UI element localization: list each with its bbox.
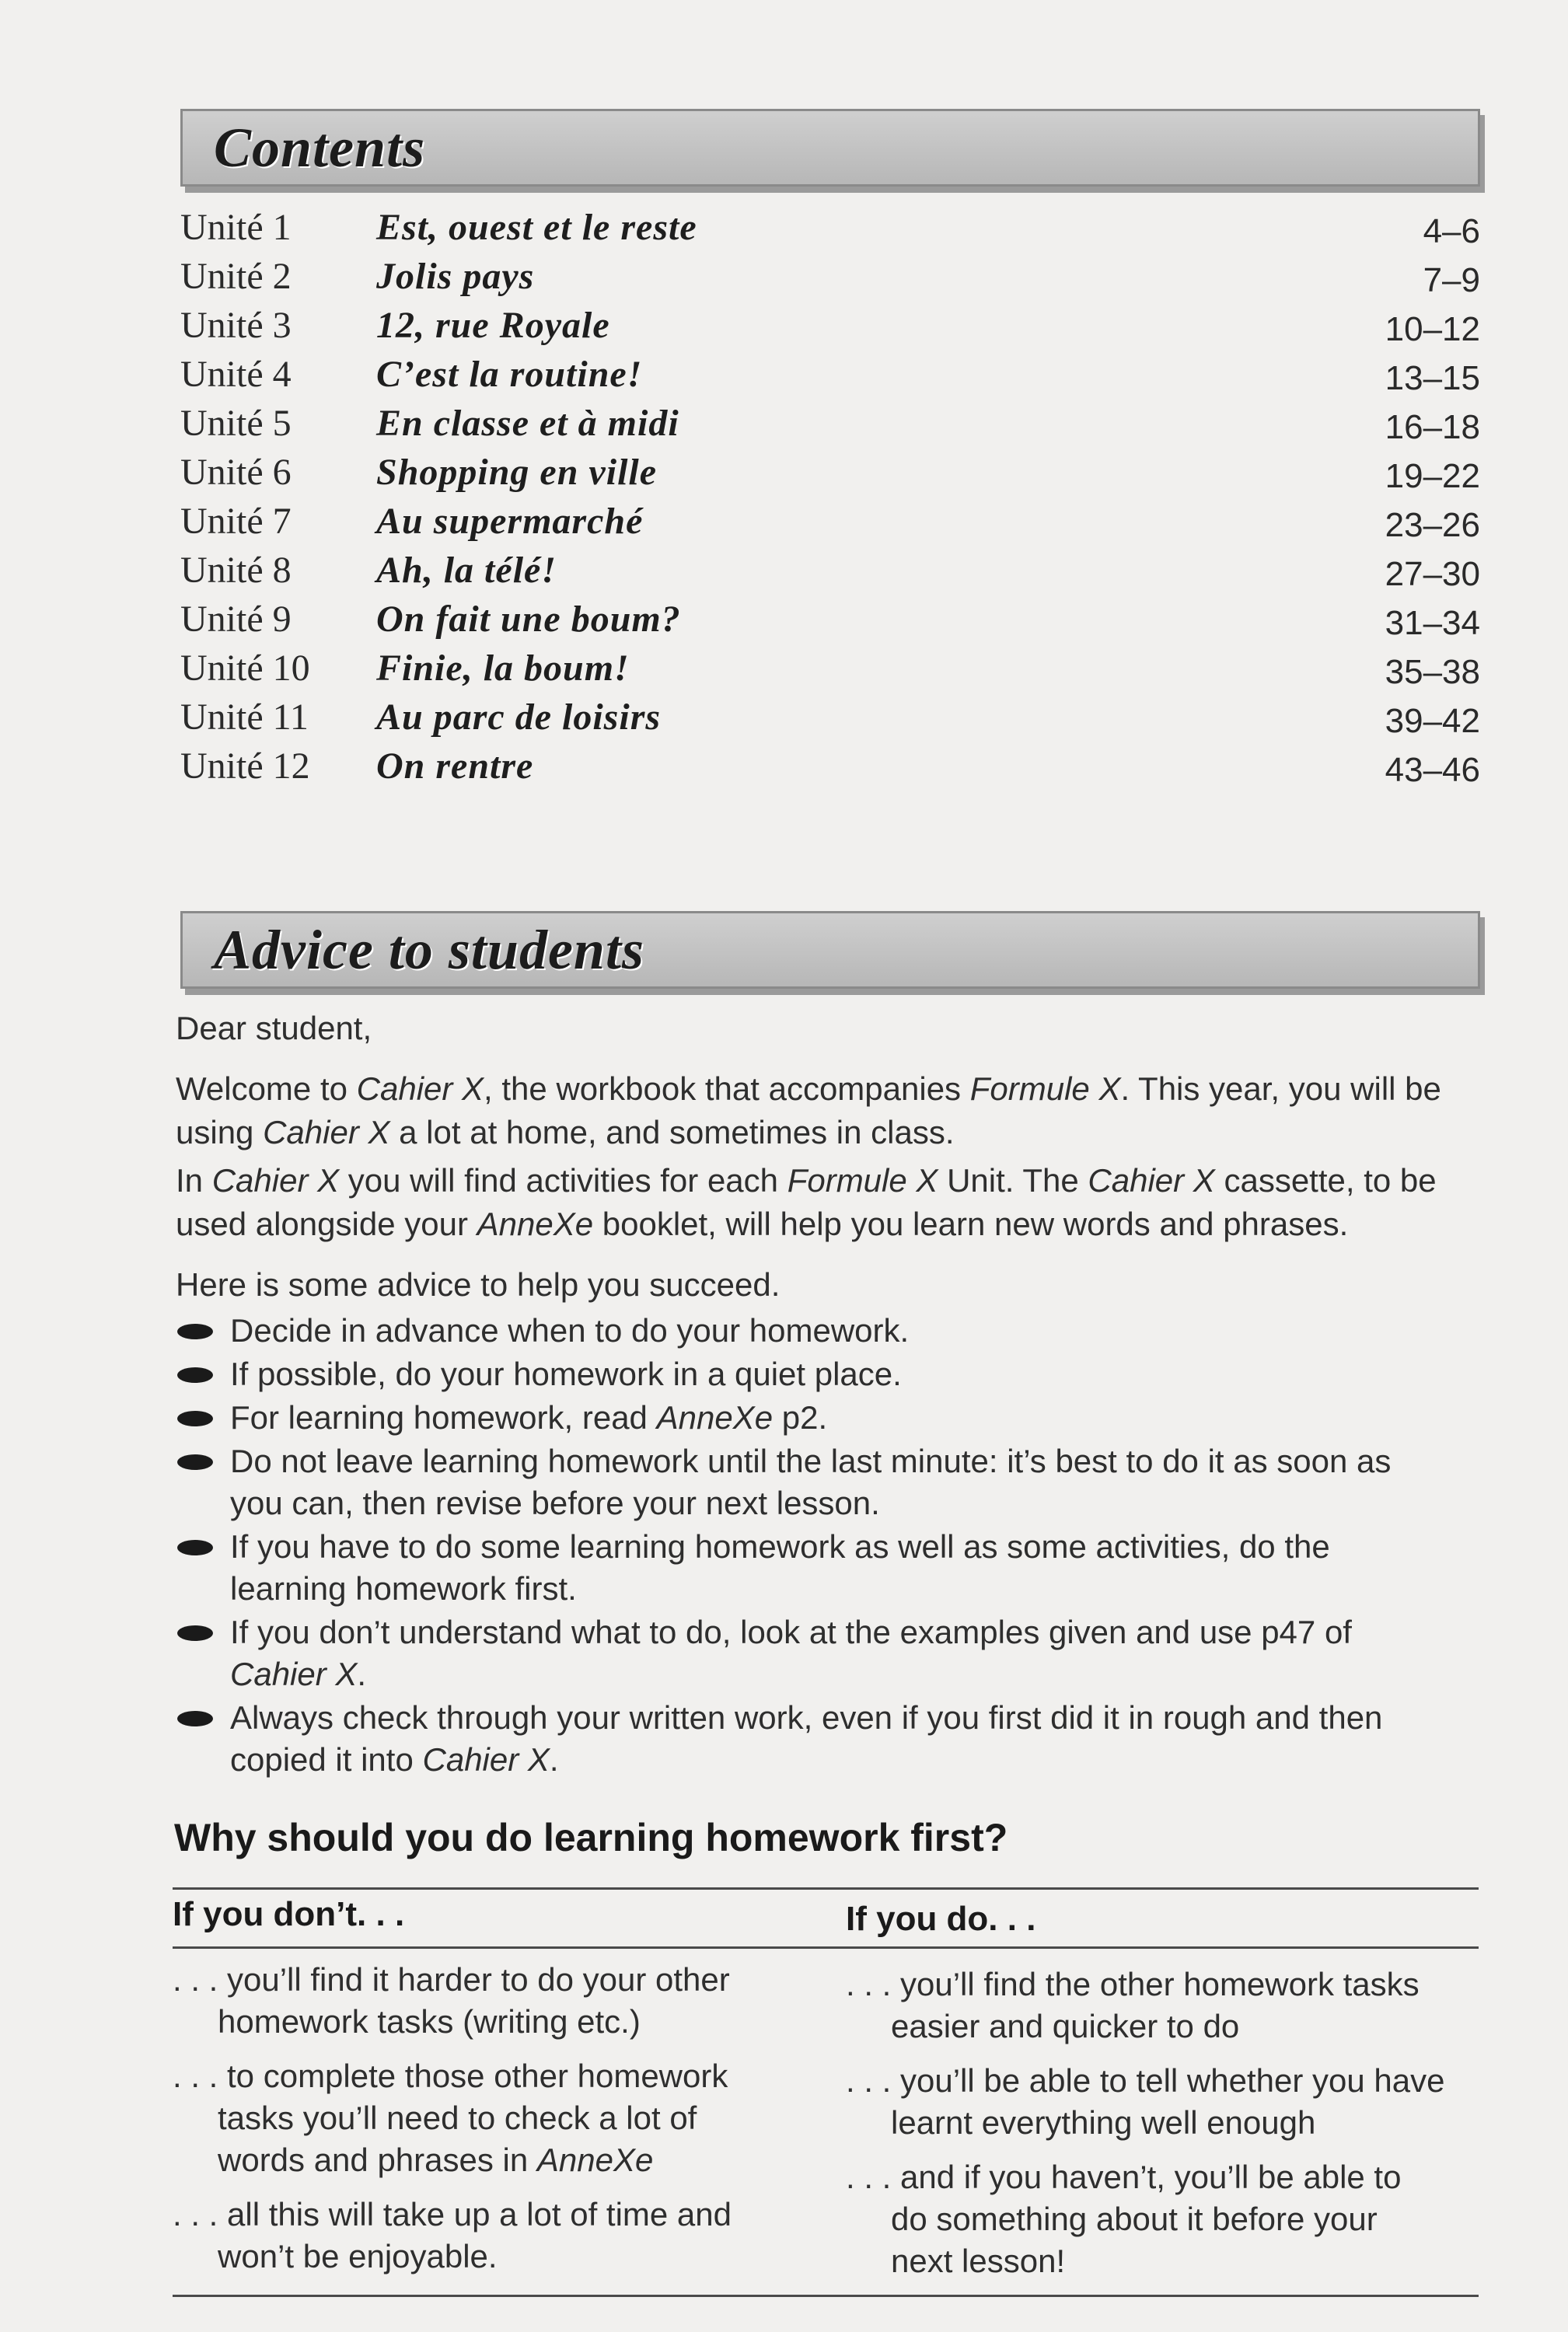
intro-line <box>176 1111 1482 1154</box>
intro-text: using <box>176 1114 264 1150</box>
book-title: Cahier X <box>230 1656 358 1692</box>
toc-pages: 7–9 <box>1423 261 1480 299</box>
toc-title: 12, rue Royale <box>376 305 610 346</box>
book-title: Cahier X <box>263 1114 390 1150</box>
consequence-item <box>173 1959 826 2043</box>
book-title: AnneXe <box>477 1206 594 1242</box>
toc-title: Au parc de loisirs <box>376 696 662 738</box>
toc-row <box>180 745 1480 794</box>
consequence-text: homework tasks (writing etc.) <box>218 2003 641 2040</box>
left-column-heading: If you don’t. . . <box>173 1895 405 1933</box>
question-heading: Why should you do learning homework first? <box>174 1816 1008 1859</box>
book-title: Cahier X <box>1088 1162 1215 1199</box>
advice-item-line <box>230 1653 1482 1695</box>
benefit-text: . . . and if you haven’t, you’ll be able to <box>846 2159 1402 2195</box>
toc-row <box>180 206 1480 255</box>
book-title: AnneXe <box>656 1399 774 1436</box>
consequence-text: words and phrases in <box>218 2142 537 2178</box>
benefit-item <box>846 2060 1483 2144</box>
benefit-text: . . . you’ll find the other homework tasks <box>846 1966 1420 2002</box>
toc-unit: Unité 11 <box>180 696 309 738</box>
toc-pages: 23–26 <box>1385 506 1480 544</box>
bullet-icon <box>177 1625 213 1641</box>
advice-item <box>176 1440 1482 1524</box>
toc-pages: 43–46 <box>1385 751 1480 789</box>
advice-item <box>176 1697 1482 1781</box>
advice-item-text: . <box>549 1741 559 1778</box>
toc-pages: 39–42 <box>1385 702 1480 740</box>
toc-unit: Unité 3 <box>180 305 292 346</box>
left-column <box>173 1959 826 2290</box>
toc-unit: Unité 6 <box>180 452 292 493</box>
bullet-icon <box>177 1324 213 1339</box>
toc-row <box>180 598 1480 647</box>
intro-paragraph <box>176 1067 1482 1154</box>
advice-item-text: . <box>357 1656 367 1692</box>
contents-table <box>180 206 1480 794</box>
contents-heading: Contents <box>214 117 426 179</box>
contents-banner <box>180 109 1480 187</box>
advice-item-text: you can, then revise before your next lesson. <box>230 1485 880 1521</box>
advice-item-text: Always check through your written work, even if you first did it in rough and then <box>230 1699 1383 1736</box>
intro-line <box>176 1159 1482 1203</box>
advice-item <box>176 1526 1482 1610</box>
toc-title: Ah, la télé! <box>376 550 557 591</box>
intro-text: Welcome to <box>176 1070 357 1107</box>
consequence-text: won’t be enjoyable. <box>218 2238 498 2274</box>
top-rule <box>173 1887 1479 1890</box>
toc-unit: Unité 7 <box>180 501 292 542</box>
intro-paragraph <box>176 1159 1482 1246</box>
advice-item-text: Decide in advance when to do your homework. <box>230 1312 910 1349</box>
intro-line <box>176 1203 1482 1246</box>
toc-pages: 13–15 <box>1385 359 1480 397</box>
benefit-text: next lesson! <box>891 2243 1066 2279</box>
advice-banner <box>180 911 1480 989</box>
consequence-line <box>173 2139 826 2181</box>
intro-text: booklet, will help you learn new words and phrases. <box>593 1206 1349 1242</box>
advice-list <box>176 1310 1482 1781</box>
bottom-rule <box>173 2295 1479 2297</box>
bullet-icon <box>177 1711 213 1726</box>
toc-unit: Unité 9 <box>180 599 292 640</box>
toc-row <box>180 696 1480 745</box>
toc-pages: 35–38 <box>1385 653 1480 691</box>
toc-row <box>180 255 1480 304</box>
advice-item-text: copied it into <box>230 1741 423 1778</box>
toc-title: En classe et à midi <box>376 403 679 444</box>
advice-heading: Advice to students <box>214 919 644 981</box>
toc-row <box>180 647 1480 696</box>
advice-item <box>176 1353 1482 1395</box>
advice-item-text: Do not leave learning homework until the last minute: it’s best to do it as soon as <box>230 1443 1392 1479</box>
intro-text: a lot at home, and sometimes in class. <box>389 1114 955 1150</box>
toc-row <box>180 353 1480 402</box>
bullet-icon <box>177 1367 213 1383</box>
book-title: AnneXe <box>536 2142 654 2178</box>
intro-text: . This year, you will be <box>1120 1070 1441 1107</box>
toc-row <box>180 304 1480 353</box>
toc-row <box>180 402 1480 451</box>
greeting: Dear student, <box>176 1010 372 1046</box>
advice-lead: Here is some advice to help you succeed. <box>176 1266 781 1303</box>
benefit-text: learnt everything well enough <box>891 2104 1316 2141</box>
benefit-item <box>846 1964 1483 2047</box>
toc-title: C’est la routine! <box>376 354 643 395</box>
toc-row <box>180 451 1480 500</box>
book-title: Formule X <box>969 1070 1121 1107</box>
toc-unit: Unité 12 <box>180 745 310 787</box>
advice-body <box>176 1007 1482 1782</box>
advice-item-line <box>230 1739 1482 1781</box>
book-title: Formule X <box>787 1162 938 1199</box>
toc-unit: Unité 8 <box>180 550 292 591</box>
intro-text: Unit. The <box>938 1162 1088 1199</box>
bullet-icon <box>177 1540 213 1555</box>
consequence-text: . . . you’ll find it harder to do your other <box>173 1961 730 1998</box>
right-column <box>846 1964 1483 2295</box>
toc-unit: Unité 5 <box>180 403 292 444</box>
toc-title: Est, ouest et le reste <box>376 207 697 248</box>
benefit-text: do something about it before your <box>891 2201 1378 2237</box>
intro-text: cassette, to be <box>1214 1162 1437 1199</box>
toc-unit: Unité 2 <box>180 256 292 297</box>
toc-title: Finie, la boum! <box>376 648 630 689</box>
advice-item <box>176 1397 1482 1439</box>
intro-line <box>176 1067 1482 1111</box>
toc-title: Jolis pays <box>376 256 535 297</box>
toc-title: On rentre <box>376 745 534 787</box>
consequence-text: . . . to complete those other homework <box>173 2058 728 2094</box>
toc-pages: 4–6 <box>1423 212 1480 250</box>
consequence-item <box>173 2055 826 2181</box>
advice-item <box>176 1611 1482 1695</box>
toc-unit: Unité 4 <box>180 354 292 395</box>
advice-item-text: For learning homework, read <box>230 1399 657 1436</box>
right-column-heading: If you do. . . <box>846 1900 1036 1938</box>
toc-row <box>180 500 1480 549</box>
consequence-text: tasks you’ll need to check a lot of <box>218 2100 697 2136</box>
toc-title: On fait une boum? <box>376 599 681 640</box>
intro-text: used alongside your <box>176 1206 477 1242</box>
consequence-text: . . . all this will take up a lot of time and <box>173 2196 732 2233</box>
benefit-text: . . . you’ll be able to tell whether you have <box>846 2062 1445 2099</box>
toc-pages: 10–12 <box>1385 310 1480 348</box>
toc-pages: 31–34 <box>1385 604 1480 642</box>
benefit-text: easier and quicker to do <box>891 2008 1240 2044</box>
toc-title: Shopping en ville <box>376 452 658 493</box>
bullet-icon <box>177 1411 213 1426</box>
toc-pages: 19–22 <box>1385 457 1480 495</box>
book-title: Cahier X <box>356 1070 484 1107</box>
intro-text: , the workbook that accompanies <box>484 1070 970 1107</box>
header-rule <box>173 1946 1479 1949</box>
bullet-icon <box>177 1454 213 1470</box>
toc-unit: Unité 10 <box>180 648 310 689</box>
consequence-item <box>173 2194 826 2278</box>
advice-item-text: learning homework first. <box>230 1570 577 1607</box>
toc-unit: Unité 1 <box>180 207 292 248</box>
toc-row <box>180 549 1480 598</box>
advice-item-text: p2. <box>773 1399 828 1436</box>
toc-pages: 16–18 <box>1385 408 1480 446</box>
book-title: Cahier X <box>211 1162 340 1199</box>
toc-title: Au supermarché <box>376 501 644 542</box>
advice-item-text: If you have to do some learning homework as well as some activities, do the <box>230 1528 1330 1565</box>
benefit-item <box>846 2156 1483 2282</box>
intro-text: you will find activities for each <box>339 1162 787 1199</box>
book-title: Cahier X <box>422 1741 550 1778</box>
intro-text: In <box>176 1162 212 1199</box>
toc-pages: 27–30 <box>1385 555 1480 593</box>
advice-item-text: If you don’t understand what to do, look at the examples given and use p47 of <box>230 1614 1352 1650</box>
advice-item-text: If possible, do your homework in a quiet place. <box>230 1356 902 1392</box>
advice-item <box>176 1310 1482 1352</box>
